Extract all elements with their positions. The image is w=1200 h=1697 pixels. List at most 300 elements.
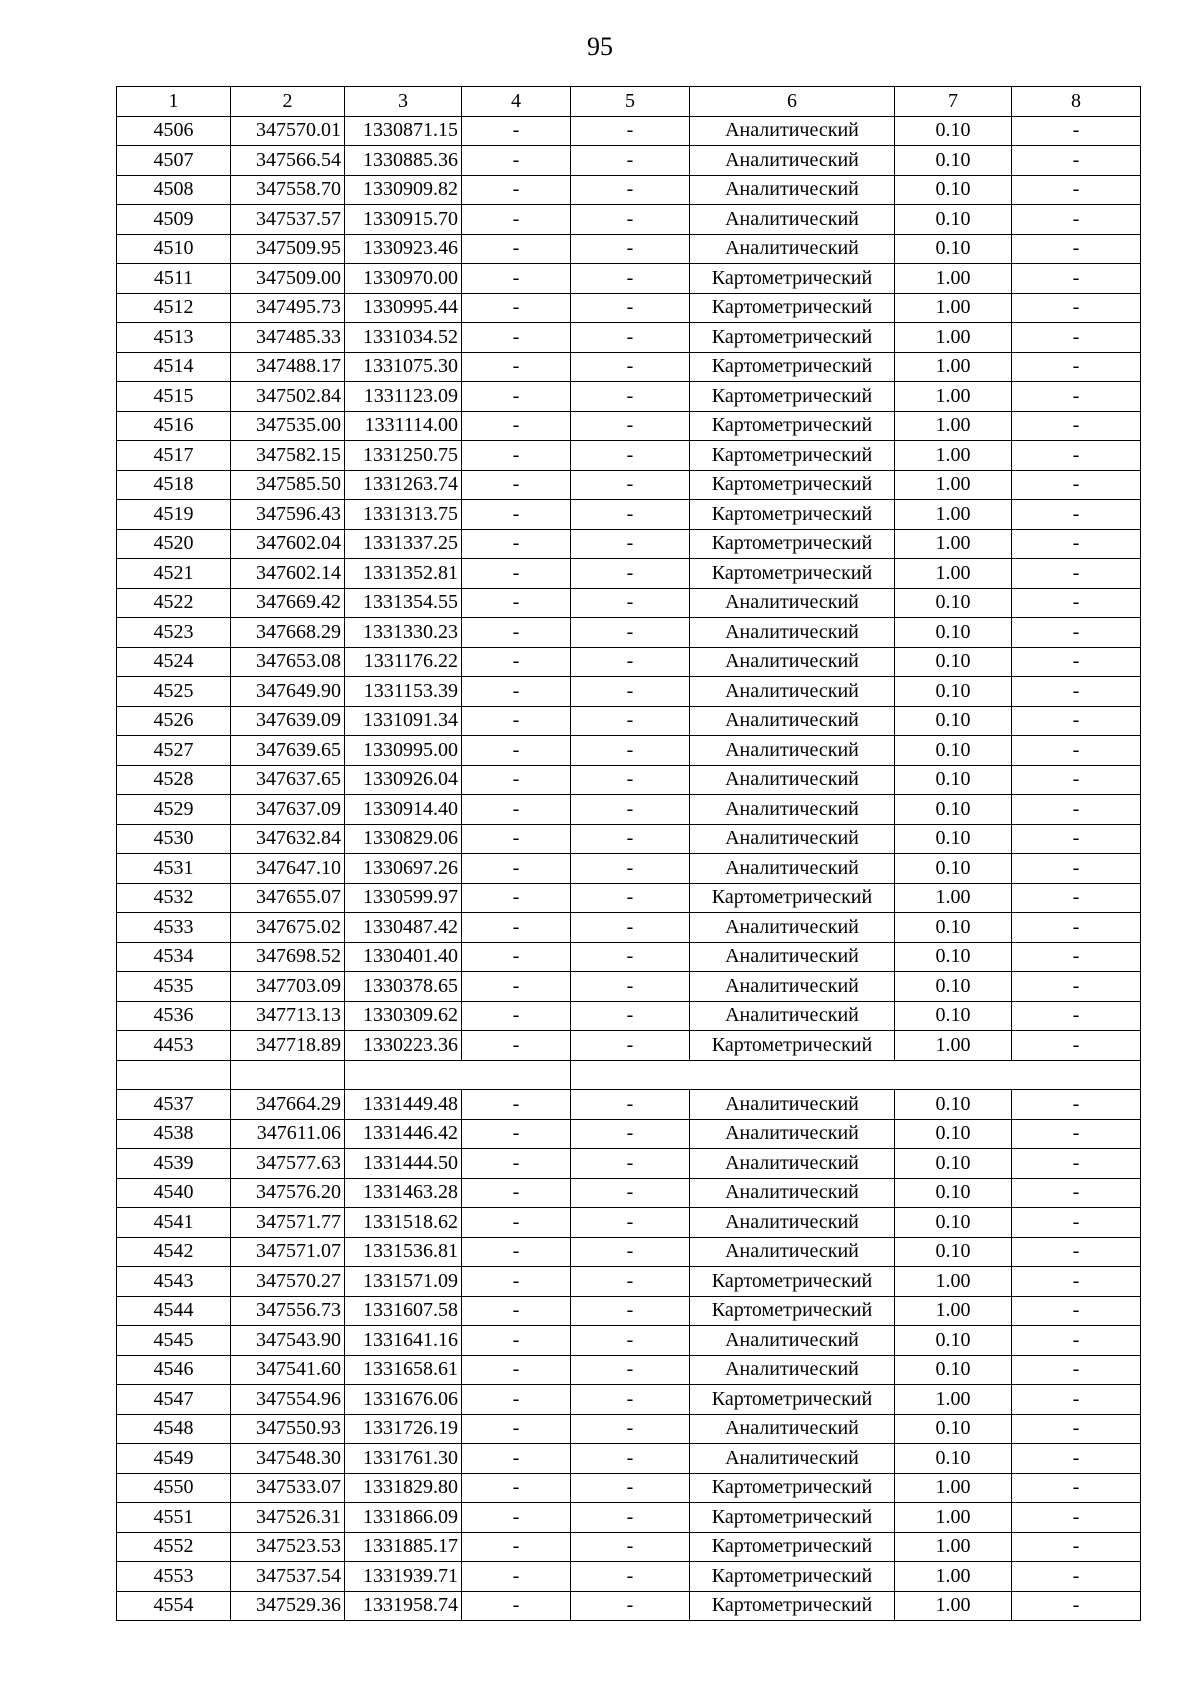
table-cell: -	[571, 352, 690, 382]
table-row	[117, 1532, 1141, 1562]
table-cell: 347533.07	[231, 1473, 345, 1503]
table-cell: Картометрический	[690, 1503, 895, 1533]
table-cell: -	[1012, 1414, 1141, 1444]
empty-cell	[571, 1060, 1141, 1090]
table-cell: -	[462, 1149, 571, 1179]
table-cell: 347548.30	[231, 1444, 345, 1474]
table-cell: 0.10	[895, 765, 1012, 795]
table-cell: -	[571, 913, 690, 943]
table-cell: 1.00	[895, 1267, 1012, 1297]
table-cell: 1331726.19	[345, 1414, 462, 1444]
table-cell: 347582.15	[231, 441, 345, 471]
table-cell: -	[462, 618, 571, 648]
table-row	[117, 352, 1141, 382]
table-cell: 4527	[117, 736, 231, 766]
table-cell: 1330871.15	[345, 116, 462, 146]
table-cell: 4507	[117, 146, 231, 176]
table-cell: -	[571, 146, 690, 176]
table-cell: 0.10	[895, 972, 1012, 1002]
table-cell: 347639.65	[231, 736, 345, 766]
table-row	[117, 972, 1141, 1002]
table-cell: -	[462, 1562, 571, 1592]
table-cell: 0.10	[895, 234, 1012, 264]
table-cell: -	[1012, 205, 1141, 235]
table-cell: -	[571, 1444, 690, 1474]
table-cell: -	[571, 293, 690, 323]
table-cell: 1331313.75	[345, 500, 462, 530]
table-cell: Картометрический	[690, 883, 895, 913]
table-cell: -	[1012, 1119, 1141, 1149]
table-cell: Аналитический	[690, 1178, 895, 1208]
table-cell: Картометрический	[690, 470, 895, 500]
table-cell: -	[571, 1149, 690, 1179]
table-cell: 347655.07	[231, 883, 345, 913]
table-cell: -	[571, 706, 690, 736]
table-cell: -	[571, 1532, 690, 1562]
table-cell: -	[571, 1385, 690, 1415]
table-cell: Картометрический	[690, 1031, 895, 1061]
table-cell: -	[462, 1414, 571, 1444]
table-cell: Аналитический	[690, 706, 895, 736]
table-cell: 0.10	[895, 1355, 1012, 1385]
table-cell: 347675.02	[231, 913, 345, 943]
table-cell: 1.00	[895, 441, 1012, 471]
table-cell: -	[1012, 1001, 1141, 1031]
column-header: 2	[231, 87, 345, 117]
table-cell: -	[571, 411, 690, 441]
table-cell: -	[462, 824, 571, 854]
table-cell: 4551	[117, 1503, 231, 1533]
table-cell: Аналитический	[690, 1414, 895, 1444]
table-cell: -	[1012, 529, 1141, 559]
table-cell: 347537.57	[231, 205, 345, 235]
table-cell: 347571.77	[231, 1208, 345, 1238]
table-cell: 1.00	[895, 293, 1012, 323]
table-cell: 1331075.30	[345, 352, 462, 382]
table-cell: -	[1012, 411, 1141, 441]
table-cell: Аналитический	[690, 677, 895, 707]
table-cell: 4518	[117, 470, 231, 500]
table-cell: -	[462, 1444, 571, 1474]
table-cell: 1331463.28	[345, 1178, 462, 1208]
table-cell: 1331571.09	[345, 1267, 462, 1297]
table-cell: 347718.89	[231, 1031, 345, 1061]
table-cell: 0.10	[895, 1149, 1012, 1179]
table-cell: -	[1012, 1237, 1141, 1267]
table-cell: -	[462, 1355, 571, 1385]
table-cell: -	[1012, 352, 1141, 382]
table-cell: Картометрический	[690, 293, 895, 323]
table-cell: 1330970.00	[345, 264, 462, 294]
table-cell: 347647.10	[231, 854, 345, 884]
table-cell: -	[1012, 1444, 1141, 1474]
table-cell: -	[462, 1532, 571, 1562]
table-cell: -	[571, 470, 690, 500]
table-cell: 4537	[117, 1090, 231, 1120]
table-cell: 4515	[117, 382, 231, 412]
table-cell: 1.00	[895, 500, 1012, 530]
table-cell: 1331114.00	[345, 411, 462, 441]
table-cell: 1331536.81	[345, 1237, 462, 1267]
table-cell: 0.10	[895, 736, 1012, 766]
table-cell: -	[1012, 500, 1141, 530]
table-cell: -	[571, 854, 690, 884]
table-cell: -	[462, 765, 571, 795]
table-cell: -	[571, 942, 690, 972]
table-cell: -	[1012, 1267, 1141, 1297]
table-cell: 4532	[117, 883, 231, 913]
table-cell: 4511	[117, 264, 231, 294]
table-cell: 4533	[117, 913, 231, 943]
table-cell: 0.10	[895, 1237, 1012, 1267]
table-cell: Аналитический	[690, 1444, 895, 1474]
table-row	[117, 1031, 1141, 1061]
table-cell: Картометрический	[690, 1591, 895, 1621]
table-cell: 4516	[117, 411, 231, 441]
table-cell: -	[1012, 1208, 1141, 1238]
table-cell: -	[1012, 854, 1141, 884]
table-cell: -	[571, 588, 690, 618]
table-cell: 1330223.36	[345, 1031, 462, 1061]
table-cell: 0.10	[895, 1178, 1012, 1208]
table-row	[117, 647, 1141, 677]
page-number: 95	[587, 32, 613, 61]
table-cell: Аналитический	[690, 1355, 895, 1385]
table-cell: 347602.14	[231, 559, 345, 589]
table-cell: -	[1012, 677, 1141, 707]
table-cell: 1331449.48	[345, 1090, 462, 1120]
table-cell: -	[1012, 942, 1141, 972]
table-cell: -	[571, 1562, 690, 1592]
table-cell: -	[1012, 647, 1141, 677]
table-cell: 347576.20	[231, 1178, 345, 1208]
table-cell: -	[571, 1296, 690, 1326]
table-cell: -	[571, 824, 690, 854]
table-cell: 1331034.52	[345, 323, 462, 353]
table-cell: -	[1012, 972, 1141, 1002]
table-row	[117, 1267, 1141, 1297]
table-cell: 4549	[117, 1444, 231, 1474]
table-cell: 347596.43	[231, 500, 345, 530]
table-cell: 347649.90	[231, 677, 345, 707]
table-cell: 347571.07	[231, 1237, 345, 1267]
table-cell: -	[571, 1326, 690, 1356]
table-cell: 0.10	[895, 647, 1012, 677]
table-cell: -	[462, 706, 571, 736]
table-cell: 4534	[117, 942, 231, 972]
table-row	[117, 382, 1141, 412]
table-cell: -	[462, 1237, 571, 1267]
table-cell: 1.00	[895, 470, 1012, 500]
table-row	[117, 559, 1141, 589]
table-cell: 4510	[117, 234, 231, 264]
table-cell: -	[1012, 264, 1141, 294]
column-header: 3	[345, 87, 462, 117]
table-cell: 4526	[117, 706, 231, 736]
table-cell: -	[1012, 1591, 1141, 1621]
table-cell: 0.10	[895, 854, 1012, 884]
table-cell: -	[571, 323, 690, 353]
table-cell: 0.10	[895, 795, 1012, 825]
table-cell: 0.10	[895, 1208, 1012, 1238]
table-cell: -	[462, 1001, 571, 1031]
table-cell: 4553	[117, 1562, 231, 1592]
table-cell: -	[1012, 559, 1141, 589]
table-cell: -	[1012, 1473, 1141, 1503]
table-row	[117, 1385, 1141, 1415]
table-cell: -	[1012, 1031, 1141, 1061]
table-cell: 4528	[117, 765, 231, 795]
table-cell: 1331153.39	[345, 677, 462, 707]
table-cell: 1330401.40	[345, 942, 462, 972]
table-row	[117, 736, 1141, 766]
table-cell: -	[462, 913, 571, 943]
table-cell: Аналитический	[690, 765, 895, 795]
table-cell: 0.10	[895, 1001, 1012, 1031]
table-cell: 4538	[117, 1119, 231, 1149]
table-row	[117, 500, 1141, 530]
table-cell: 1331761.30	[345, 1444, 462, 1474]
table-cell: 1.00	[895, 1503, 1012, 1533]
table-cell: 1330697.26	[345, 854, 462, 884]
table-cell: Аналитический	[690, 1237, 895, 1267]
table-cell: 1331337.25	[345, 529, 462, 559]
table-cell: 1.00	[895, 883, 1012, 913]
table-cell: 4453	[117, 1031, 231, 1061]
table-cell: 347611.06	[231, 1119, 345, 1149]
table-cell: 4544	[117, 1296, 231, 1326]
table-cell: 347698.52	[231, 942, 345, 972]
table-cell: 4508	[117, 175, 231, 205]
table-cell: 1.00	[895, 559, 1012, 589]
table-row	[117, 1503, 1141, 1533]
table-cell: 1330599.97	[345, 883, 462, 913]
table-cell: 4535	[117, 972, 231, 1002]
header-row	[117, 87, 1141, 117]
table-cell: -	[462, 559, 571, 589]
table-cell: -	[1012, 824, 1141, 854]
table-cell: 4506	[117, 116, 231, 146]
table-cell: 4512	[117, 293, 231, 323]
table-cell: -	[571, 1503, 690, 1533]
table-cell: 4520	[117, 529, 231, 559]
table-cell: 4517	[117, 441, 231, 471]
table-cell: Картометрический	[690, 352, 895, 382]
table-cell: 347554.96	[231, 1385, 345, 1415]
table-cell: Картометрический	[690, 323, 895, 353]
table-cell: Картометрический	[690, 1532, 895, 1562]
table-row	[117, 1591, 1141, 1621]
table-cell: Аналитический	[690, 116, 895, 146]
table-cell: Картометрический	[690, 382, 895, 412]
table-cell: Аналитический	[690, 647, 895, 677]
table-cell: -	[571, 1178, 690, 1208]
table-cell: -	[571, 677, 690, 707]
table-cell: Аналитический	[690, 972, 895, 1002]
table-cell: 347488.17	[231, 352, 345, 382]
table-cell: 1330995.00	[345, 736, 462, 766]
table-cell: -	[1012, 175, 1141, 205]
table-row	[117, 1208, 1141, 1238]
table-cell: -	[1012, 588, 1141, 618]
table-cell: Аналитический	[690, 1208, 895, 1238]
table-cell: 4554	[117, 1591, 231, 1621]
table-cell: 0.10	[895, 146, 1012, 176]
table-cell: 4546	[117, 1355, 231, 1385]
table-cell: 1330914.40	[345, 795, 462, 825]
table-cell: -	[571, 1414, 690, 1444]
table-cell: 347637.65	[231, 765, 345, 795]
table-cell: 0.10	[895, 824, 1012, 854]
table-cell: Аналитический	[690, 1326, 895, 1356]
table-cell: 1331123.09	[345, 382, 462, 412]
table-cell: -	[571, 795, 690, 825]
table-cell: -	[571, 1591, 690, 1621]
table-cell: -	[1012, 1090, 1141, 1120]
table-cell: 4536	[117, 1001, 231, 1031]
table-cell: -	[1012, 1562, 1141, 1592]
table-row	[117, 824, 1141, 854]
table-row	[117, 323, 1141, 353]
table-cell: -	[571, 205, 690, 235]
table-cell: 347495.73	[231, 293, 345, 323]
table-cell: -	[1012, 1326, 1141, 1356]
table-row	[117, 1119, 1141, 1149]
table-cell: -	[462, 1591, 571, 1621]
table-cell: Картометрический	[690, 441, 895, 471]
table-cell: -	[462, 647, 571, 677]
table-cell: -	[462, 972, 571, 1002]
table-cell: 4547	[117, 1385, 231, 1415]
table-cell: 4543	[117, 1267, 231, 1297]
table-cell: -	[462, 382, 571, 412]
table-cell: 4524	[117, 647, 231, 677]
table-cell: 0.10	[895, 1414, 1012, 1444]
table-cell: 0.10	[895, 706, 1012, 736]
column-header: 4	[462, 87, 571, 117]
table-cell: 1331658.61	[345, 1355, 462, 1385]
table-cell: 1331958.74	[345, 1591, 462, 1621]
table-cell: Аналитический	[690, 736, 895, 766]
table-row	[117, 1326, 1141, 1356]
table-cell: 1331263.74	[345, 470, 462, 500]
table-cell: -	[571, 234, 690, 264]
table-cell: 347485.33	[231, 323, 345, 353]
table-cell: -	[1012, 323, 1141, 353]
table-cell: -	[462, 175, 571, 205]
table-cell: Картометрический	[690, 1267, 895, 1297]
table-row	[117, 1237, 1141, 1267]
table-row	[117, 1355, 1141, 1385]
table-cell: 1.00	[895, 352, 1012, 382]
table-row	[117, 706, 1141, 736]
table-row	[117, 529, 1141, 559]
table-cell: -	[1012, 1532, 1141, 1562]
table-row	[117, 293, 1141, 323]
table-cell: 1330926.04	[345, 765, 462, 795]
table-row	[117, 264, 1141, 294]
table-cell: -	[571, 1090, 690, 1120]
table-cell: -	[462, 500, 571, 530]
table-row	[117, 1444, 1141, 1474]
table-cell: -	[571, 1473, 690, 1503]
table-row	[117, 1178, 1141, 1208]
table-cell: -	[1012, 234, 1141, 264]
table-cell: 0.10	[895, 913, 1012, 943]
table-cell: 347664.29	[231, 1090, 345, 1120]
table-cell: 1.00	[895, 382, 1012, 412]
table-cell: -	[462, 736, 571, 766]
table-cell: 1331641.16	[345, 1326, 462, 1356]
table-cell: -	[571, 618, 690, 648]
table-cell: Аналитический	[690, 205, 895, 235]
table-cell: 347556.73	[231, 1296, 345, 1326]
table-cell: -	[1012, 382, 1141, 412]
table-cell: Аналитический	[690, 1119, 895, 1149]
table-cell: -	[571, 1119, 690, 1149]
table-cell: -	[571, 116, 690, 146]
table-cell: 4531	[117, 854, 231, 884]
table-cell: 4529	[117, 795, 231, 825]
table-cell: -	[1012, 470, 1141, 500]
table-cell: 1331354.55	[345, 588, 462, 618]
column-header: 6	[690, 87, 895, 117]
table-cell: 1.00	[895, 1562, 1012, 1592]
table-cell: 1330829.06	[345, 824, 462, 854]
table-row	[117, 175, 1141, 205]
table-cell: -	[571, 441, 690, 471]
table-cell: -	[1012, 706, 1141, 736]
table-cell: -	[1012, 1503, 1141, 1533]
table-cell: 1331939.71	[345, 1562, 462, 1592]
table-cell: -	[462, 264, 571, 294]
table-cell: 347713.13	[231, 1001, 345, 1031]
table-cell: Картометрический	[690, 1385, 895, 1415]
table-cell: 0.10	[895, 1444, 1012, 1474]
table-cell: 1.00	[895, 1532, 1012, 1562]
table-cell: -	[462, 1178, 571, 1208]
table-cell: 1331444.50	[345, 1149, 462, 1179]
table-cell: -	[571, 264, 690, 294]
table-row	[117, 854, 1141, 884]
table-row	[117, 411, 1141, 441]
table-cell: Аналитический	[690, 1149, 895, 1179]
table-row	[117, 116, 1141, 146]
table-row	[117, 1001, 1141, 1031]
table-cell: -	[571, 500, 690, 530]
table-cell: Картометрический	[690, 1562, 895, 1592]
table-cell: -	[462, 205, 571, 235]
table-cell: 1330923.46	[345, 234, 462, 264]
table-cell: 4539	[117, 1149, 231, 1179]
table-cell: -	[462, 1031, 571, 1061]
table-cell: 4521	[117, 559, 231, 589]
table-cell: 347632.84	[231, 824, 345, 854]
table-cell: 4541	[117, 1208, 231, 1238]
table-cell: 347566.54	[231, 146, 345, 176]
table-cell: -	[571, 1355, 690, 1385]
table-cell: -	[571, 1208, 690, 1238]
column-header: 1	[117, 87, 231, 117]
table-row	[117, 1090, 1141, 1120]
table-cell: 1331176.22	[345, 647, 462, 677]
table-row	[117, 883, 1141, 913]
table-cell: 347535.00	[231, 411, 345, 441]
table-cell: Картометрический	[690, 559, 895, 589]
column-header: 7	[895, 87, 1012, 117]
table-cell: 347509.95	[231, 234, 345, 264]
table-cell: -	[571, 1031, 690, 1061]
